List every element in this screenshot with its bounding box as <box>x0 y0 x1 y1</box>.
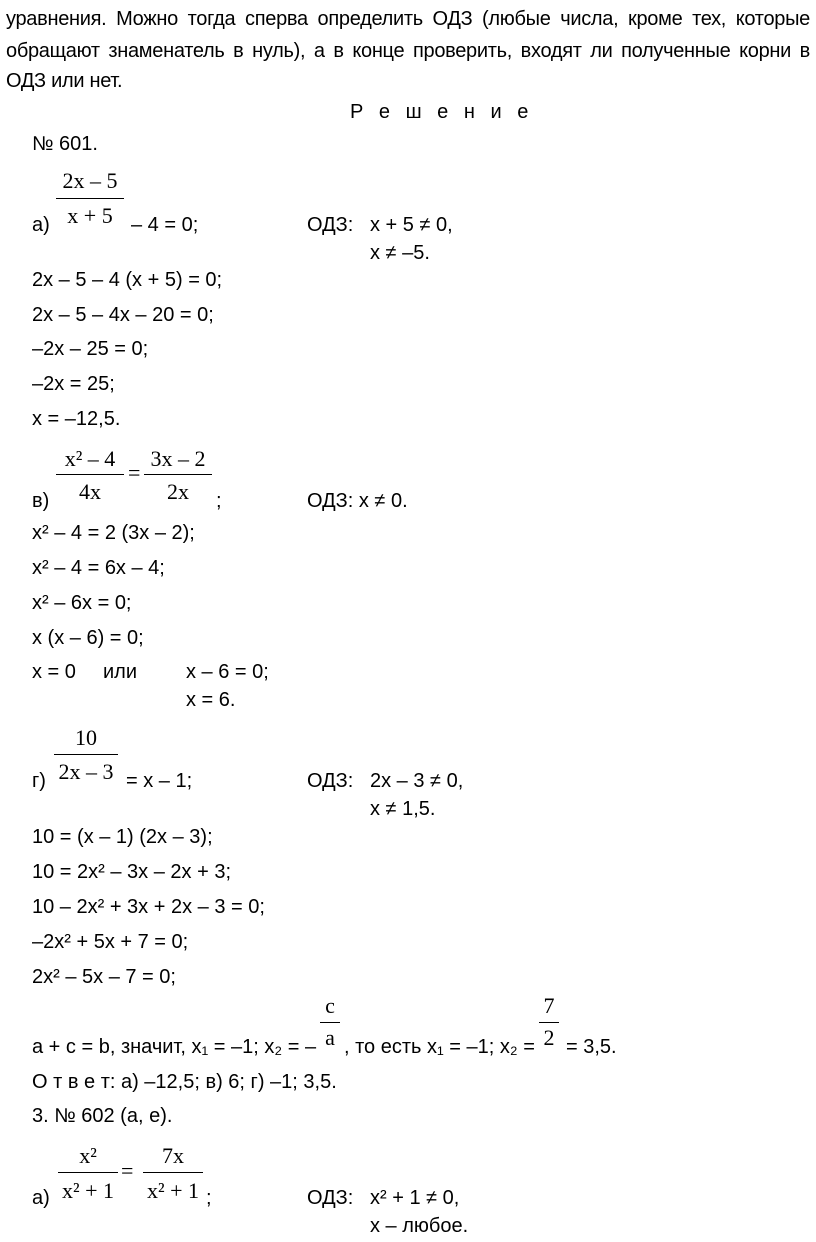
part-v-step-2: x² – 4 = 6x – 4; <box>32 557 165 579</box>
part-a-step-5: x = –12,5. <box>32 408 121 430</box>
part-a-label: а) <box>32 214 50 236</box>
part-a-step-3: –2x – 25 = 0; <box>32 338 149 360</box>
part-v-root-2-equation: x – 6 = 0; <box>186 661 269 683</box>
part-v-root-1: x = 0 <box>32 661 76 683</box>
part-g-odz-line-1: 2x – 3 ≠ 0, <box>370 770 464 792</box>
roots-frac-7-denominator: 2 <box>543 1025 555 1050</box>
intro-line-2: обращают знаменатель в нуль), а в конце проверить, входят ли полученные корни в <box>6 40 810 62</box>
part-g-tail: = x – 1; <box>126 770 193 792</box>
part-v-odz: ОДЗ: x ≠ 0. <box>307 490 408 512</box>
part-g-step-1: 10 = (x – 1) (2x – 3); <box>32 826 213 848</box>
part-g-fraction-bar <box>54 754 118 755</box>
part-602a-odz-line-2: x – любое. <box>370 1215 469 1237</box>
part-a-odz-line-1: x + 5 ≠ 0, <box>370 214 453 236</box>
part-602a-right-fraction-bar <box>143 1172 203 1173</box>
part-v-label: в) <box>32 490 50 512</box>
part-602a-left-denominator: x² + 1 <box>61 1178 114 1203</box>
part-v-or: или <box>103 661 138 683</box>
part-g-step-4: –2x² + 5x + 7 = 0; <box>32 931 189 953</box>
intro-line-1: уравнения. Можно тогда сперва определить ОДЗ (любые числа, кроме тех, которые <box>6 8 810 30</box>
part-v-right-numerator: 3x – 2 <box>150 446 206 471</box>
part-g-step-5: 2x² – 5x – 7 = 0; <box>32 966 176 988</box>
answer-line: О т в е т: а) –12,5; в) 6; г) –1; 3,5. <box>32 1071 337 1093</box>
part-602a-left-fraction-bar <box>58 1172 118 1173</box>
part-602a-right-numerator: 7x <box>162 1143 184 1168</box>
problem-601-number: № 601. <box>32 133 98 155</box>
part-a-tail: – 4 = 0; <box>131 214 199 236</box>
part-a-numerator: 2x – 5 <box>62 168 118 193</box>
roots-frac-7-numerator: 7 <box>543 993 555 1018</box>
part-a-denominator: x + 5 <box>67 203 113 228</box>
problem-602-number: 3. № 602 (а, е). <box>32 1105 173 1127</box>
intro-line-3: ОДЗ или нет. <box>6 70 123 92</box>
part-g-denominator: 2x – 3 <box>58 759 114 784</box>
part-g-step-3: 10 – 2x² + 3x + 2x – 3 = 0; <box>32 896 265 918</box>
part-v-step-3: x² – 6x = 0; <box>32 592 132 614</box>
roots-text-a: a + c = b, значит, x₁ = –1; x₂ = – <box>32 1036 317 1058</box>
roots-frac-c-denominator: a <box>325 1025 335 1050</box>
part-a-odz-line-2: x ≠ –5. <box>370 242 430 264</box>
part-g-numerator: 10 <box>75 725 97 750</box>
part-g-odz-label: ОДЗ: <box>307 770 354 792</box>
part-v-left-numerator: x² – 4 <box>64 446 116 471</box>
solution-heading: Р е ш е н и е <box>350 101 534 123</box>
part-g-label: г) <box>32 770 46 792</box>
part-602a-left-numerator: x² <box>79 1143 97 1168</box>
roots-frac-c-numerator: c <box>325 993 335 1018</box>
part-a-step-4: –2x = 25; <box>32 373 115 395</box>
part-602a-equals: = <box>121 1158 134 1183</box>
roots-frac-7-bar <box>539 1022 559 1023</box>
roots-text-c: = 3,5. <box>566 1036 617 1058</box>
part-v-tail: ; <box>216 490 222 512</box>
part-602a-tail: ; <box>206 1187 212 1209</box>
part-602a-odz-line-1: x² + 1 ≠ 0, <box>370 1187 460 1209</box>
part-v-right-denominator: 2x <box>167 479 189 504</box>
part-g-step-2: 10 = 2x² – 3x – 2x + 3; <box>32 861 232 883</box>
part-v-root-2: x = 6. <box>186 689 236 711</box>
part-v-left-fraction-bar <box>56 474 124 475</box>
part-g-odz-line-2: x ≠ 1,5. <box>370 798 436 820</box>
part-602a-odz-label: ОДЗ: <box>307 1187 354 1209</box>
part-v-step-1: x² – 4 = 2 (3x – 2); <box>32 522 195 544</box>
roots-frac-c-bar <box>320 1022 340 1023</box>
part-v-equals: = <box>128 460 141 485</box>
part-v-step-4: x (x – 6) = 0; <box>32 627 144 649</box>
part-a-step-1: 2x – 5 – 4 (x + 5) = 0; <box>32 269 223 291</box>
part-v-right-fraction-bar <box>144 474 212 475</box>
part-602a-label: а) <box>32 1187 50 1209</box>
roots-text-b: , то есть x₁ = –1; x₂ = <box>344 1036 535 1058</box>
part-a-odz-label: ОДЗ: <box>307 214 354 236</box>
part-v-left-denominator: 4x <box>79 479 101 504</box>
part-a-fraction-bar <box>56 198 124 199</box>
part-a-step-2: 2x – 5 – 4x – 20 = 0; <box>32 304 214 326</box>
part-602a-right-denominator: x² + 1 <box>146 1178 199 1203</box>
